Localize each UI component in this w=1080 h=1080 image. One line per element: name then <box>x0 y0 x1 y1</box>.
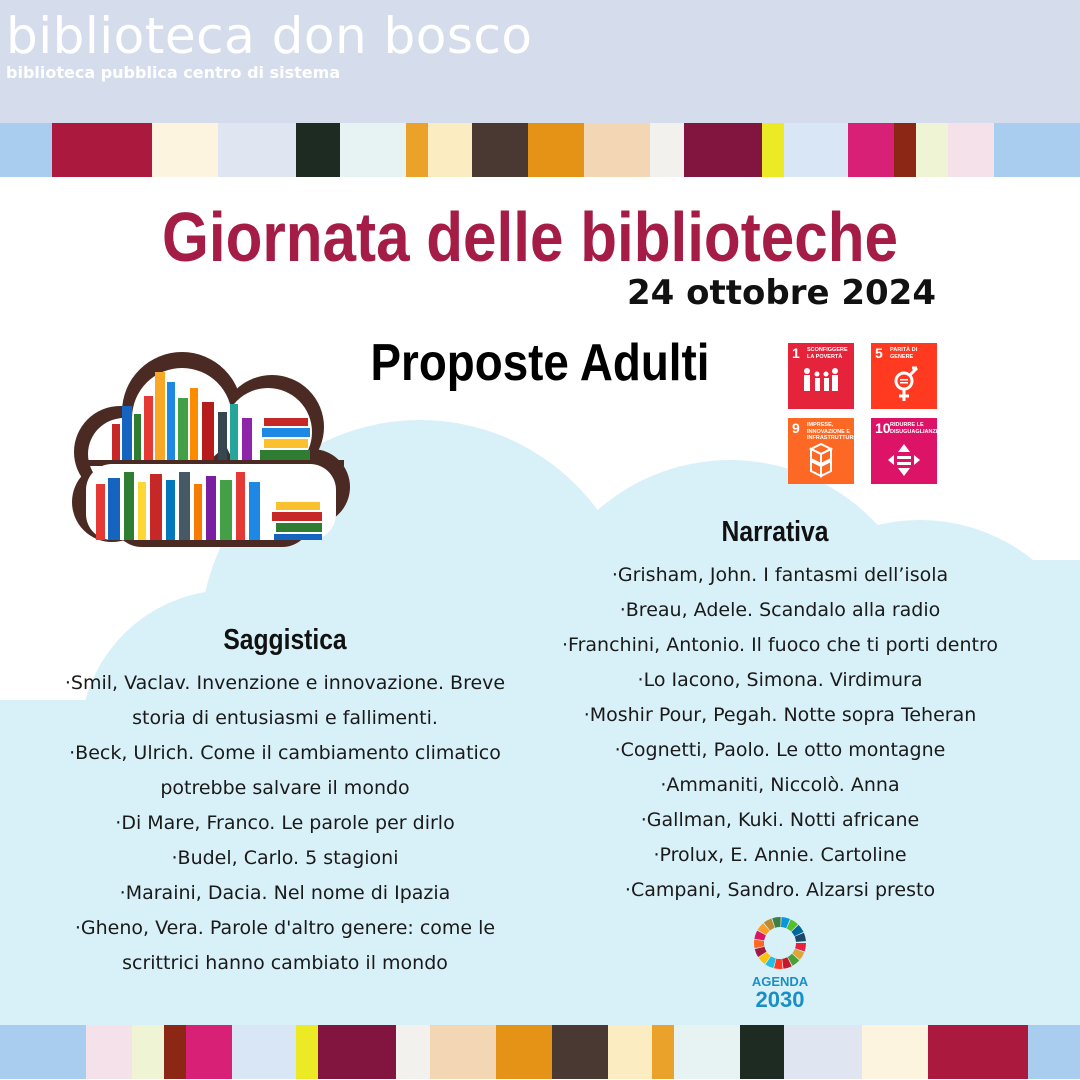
list-item: ·Beck, Ulrich. Come il cambiamento climatico <box>69 742 501 764</box>
library-tagline: biblioteca pubblica centro di sistema <box>6 63 341 82</box>
list-item: storia di entusiasmi e fallimenti. <box>132 707 438 729</box>
event-date: 24 ottobre 2024 <box>626 273 936 313</box>
saggistica-heading: Saggistica <box>223 624 347 656</box>
list-item: scrittrici hanno cambiato il mondo <box>122 952 448 974</box>
event-title: Giornata delle biblioteche <box>162 198 898 276</box>
sdg-wheel-icon <box>752 915 808 971</box>
list-item: potrebbe salvare il mondo <box>160 777 410 799</box>
sdg-goal-5-icon: 5 PARITÀ DI GENERE <box>871 343 937 409</box>
list-item: ·Smil, Vaclav. Invenzione e innovazione. Breve <box>64 672 506 694</box>
list-item: ·Ammaniti, Niccolò. Anna <box>660 774 900 796</box>
agenda-2030-logo <box>744 913 816 1017</box>
list-item: ·Di Mare, Franco. Le parole per dirlo <box>115 812 455 834</box>
section-subtitle: Proposte Adulti <box>370 334 710 392</box>
sdg-goal-1-icon: 1 SCONFIGGERE LA POVERTÀ <box>788 343 854 409</box>
library-name: biblioteca don bosco <box>6 7 533 65</box>
sdg-goal-10-icon: 10 RIDURRE LE DISUGUAGLIANZE <box>871 418 937 484</box>
narrativa-list <box>530 558 1030 908</box>
narrativa-heading: Narrativa <box>721 516 829 548</box>
sdg-goal-9-icon: 9 IMPRESE, INNOVAZIONE E INFRASTRUTTURE <box>788 418 854 484</box>
list-item: ·Prolux, E. Annie. Cartoline <box>653 844 907 866</box>
list-item: ·Maraini, Dacia. Nel nome di Ipazia <box>119 882 451 904</box>
list-item: ·Breau, Adele. Scandalo alla radio <box>619 599 941 621</box>
bookshelf-cloud-illustration <box>72 352 350 554</box>
agenda-year: 2030 <box>755 987 805 1012</box>
list-item: ·Budel, Carlo. 5 stagioni <box>171 847 399 869</box>
list-item: ·Grisham, John. I fantasmi dell’isola <box>611 564 949 586</box>
color-stripe-bottom <box>0 1025 1080 1079</box>
list-item: ·Cognetti, Paolo. Le otto montagne <box>614 739 946 761</box>
list-item: ·Franchini, Antonio. Il fuoco che ti porti dentro <box>562 634 998 656</box>
agenda-label: AGENDA <box>751 974 809 989</box>
list-item: ·Campani, Sandro. Alzarsi presto <box>624 879 936 901</box>
list-item: ·Gallman, Kuki. Notti africane <box>640 809 920 831</box>
list-item: ·Lo Iacono, Simona. Virdimura <box>637 669 923 691</box>
saggistica-list <box>30 666 540 981</box>
list-item: ·Gheno, Vera. Parole d'altro genere: come le <box>74 917 496 939</box>
list-item: ·Moshir Pour, Pegah. Notte sopra Teheran <box>583 704 977 726</box>
